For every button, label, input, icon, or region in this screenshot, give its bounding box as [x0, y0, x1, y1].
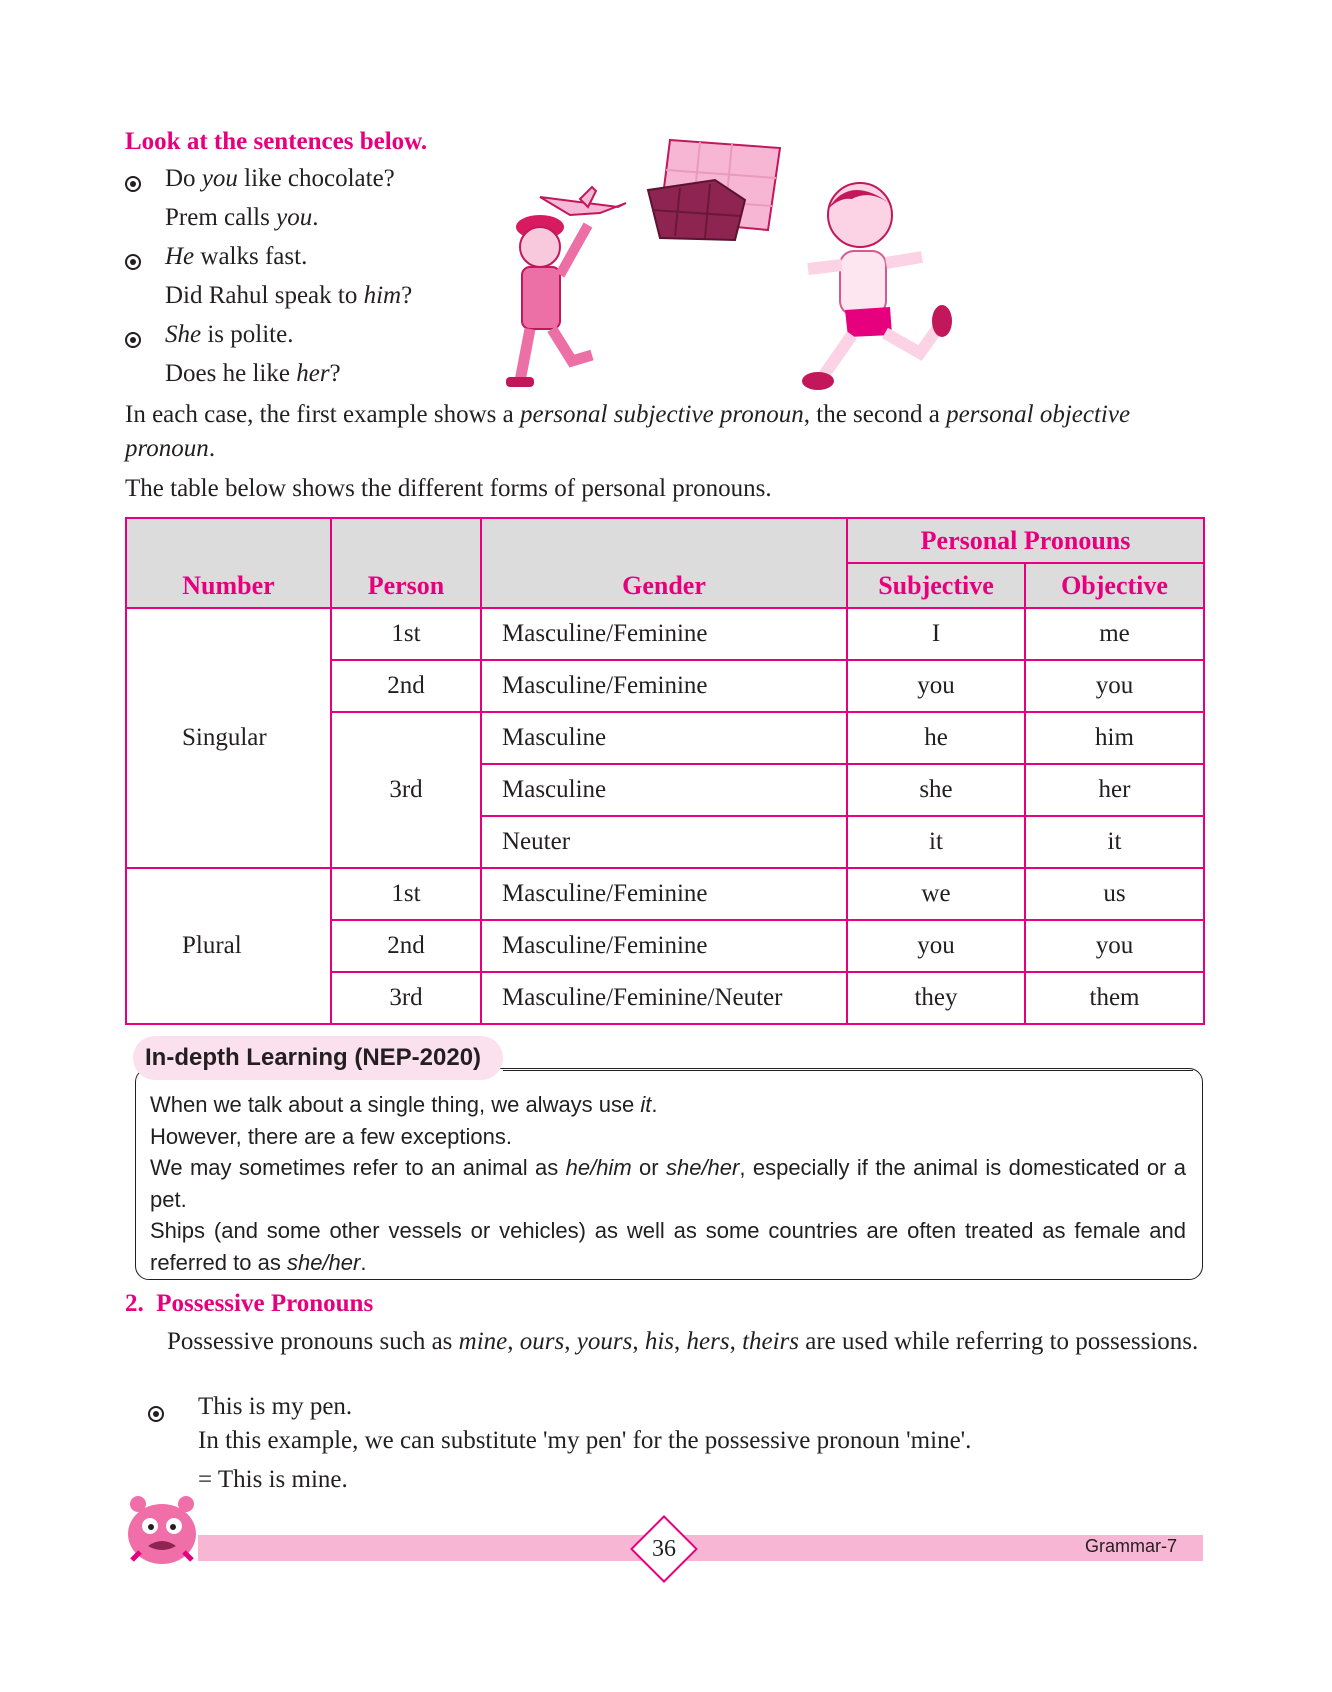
example-2-object: Did Rahul speak to him? — [165, 282, 413, 309]
objective-cell: him — [1025, 712, 1204, 764]
subjective-cell: you — [847, 920, 1025, 972]
header-gender: Gender — [481, 518, 847, 608]
section-2-example: This is my pen. — [198, 1393, 353, 1420]
section-2-example-result: = This is mine. — [198, 1466, 348, 1493]
gender-cell: Masculine/Feminine — [481, 608, 847, 660]
gender-cell: Masculine/Feminine — [481, 660, 847, 712]
example-1-object: Prem calls you. — [165, 204, 319, 231]
section-2-example-note: In this example, we can substitute 'my pen' for the possessive pronoun 'mine'. — [198, 1427, 972, 1454]
gender-cell: Masculine/Feminine — [481, 920, 847, 972]
objective-cell: it — [1025, 816, 1204, 868]
example-3-object: Does he like her? — [165, 360, 341, 387]
gender-cell: Neuter — [481, 816, 847, 868]
person-cell: 2nd — [331, 660, 481, 712]
gender-cell: Masculine/Feminine/Neuter — [481, 972, 847, 1024]
book-title: Grammar-7 — [1085, 1536, 1178, 1556]
pilot-illustration — [500, 185, 630, 395]
subjective-cell: she — [847, 764, 1025, 816]
subjective-cell: you — [847, 660, 1025, 712]
explanation-paragraph: In each case, the first example shows a personal subjective pronoun, the second a personal objective pronoun. — [125, 401, 1131, 462]
indepth-title: In-depth Learning (NEP-2020) — [133, 1036, 503, 1080]
monster-mascot-icon — [120, 1490, 205, 1570]
header-person: Person — [331, 518, 481, 608]
footer-bar — [198, 1535, 1203, 1561]
intro-heading: Look at the sentences below. — [125, 128, 428, 155]
subjective-cell: it — [847, 816, 1025, 868]
chocolate-illustration — [640, 130, 790, 245]
person-cell: 1st — [331, 868, 481, 920]
personal-pronouns-table — [125, 517, 1205, 1025]
header-objective: Objective — [1025, 563, 1204, 608]
gender-cell: Masculine — [481, 764, 847, 816]
indepth-line-2: However, there are a few exceptions. — [150, 1123, 512, 1149]
page-number: 36 — [652, 1536, 676, 1562]
objective-cell: us — [1025, 868, 1204, 920]
gender-cell: Masculine/Feminine — [481, 868, 847, 920]
table-row — [126, 868, 1204, 920]
objective-cell: you — [1025, 660, 1204, 712]
number-cell: Plural — [126, 868, 331, 1024]
bullet-icon — [148, 1406, 164, 1422]
header-subjective: Subjective — [847, 563, 1025, 608]
section-2-paragraph: Possessive pronouns such as mine, ours, yours, his, hers, theirs are used while referring to possessions. — [167, 1328, 1199, 1355]
indepth-line-4: Ships (and some other vessels or vehicles) as well as some countries are often treated as female and referred to as she/her. — [150, 1218, 1186, 1275]
table-intro: The table below shows the different forms of personal pronouns. — [125, 475, 772, 502]
subjective-cell: I — [847, 608, 1025, 660]
example-3-subject: She is polite. — [165, 321, 294, 348]
section-2-heading: 2. Possessive Pronouns — [125, 1290, 374, 1317]
objective-cell: you — [1025, 920, 1204, 972]
example-1-subject: Do you like chocolate? — [165, 165, 395, 192]
person-cell: 2nd — [331, 920, 481, 972]
person-cell: 3rd — [331, 712, 481, 868]
subjective-cell: he — [847, 712, 1025, 764]
header-personal-pronouns: Personal Pronouns — [847, 518, 1204, 563]
header-number: Number — [126, 518, 331, 608]
gender-cell: Masculine — [481, 712, 847, 764]
table-row — [126, 608, 1204, 660]
example-2-subject: He walks fast. — [165, 243, 308, 270]
number-cell: Singular — [126, 608, 331, 868]
person-cell: 1st — [331, 608, 481, 660]
running-boy-illustration — [790, 175, 960, 400]
bullet-icon — [125, 254, 141, 270]
objective-cell: her — [1025, 764, 1204, 816]
objective-cell: me — [1025, 608, 1204, 660]
indepth-line-1: When we talk about a single thing, we always use it. — [150, 1092, 658, 1117]
subjective-cell: they — [847, 972, 1025, 1024]
bullet-icon — [125, 176, 141, 192]
objective-cell: them — [1025, 972, 1204, 1024]
subjective-cell: we — [847, 868, 1025, 920]
person-cell: 3rd — [331, 972, 481, 1024]
indepth-line-3: We may sometimes refer to an animal as he/him or she/her, especially if the animal is domesticated or a pet. — [150, 1155, 1186, 1212]
bullet-icon — [125, 332, 141, 348]
indepth-box — [135, 1068, 1203, 1280]
